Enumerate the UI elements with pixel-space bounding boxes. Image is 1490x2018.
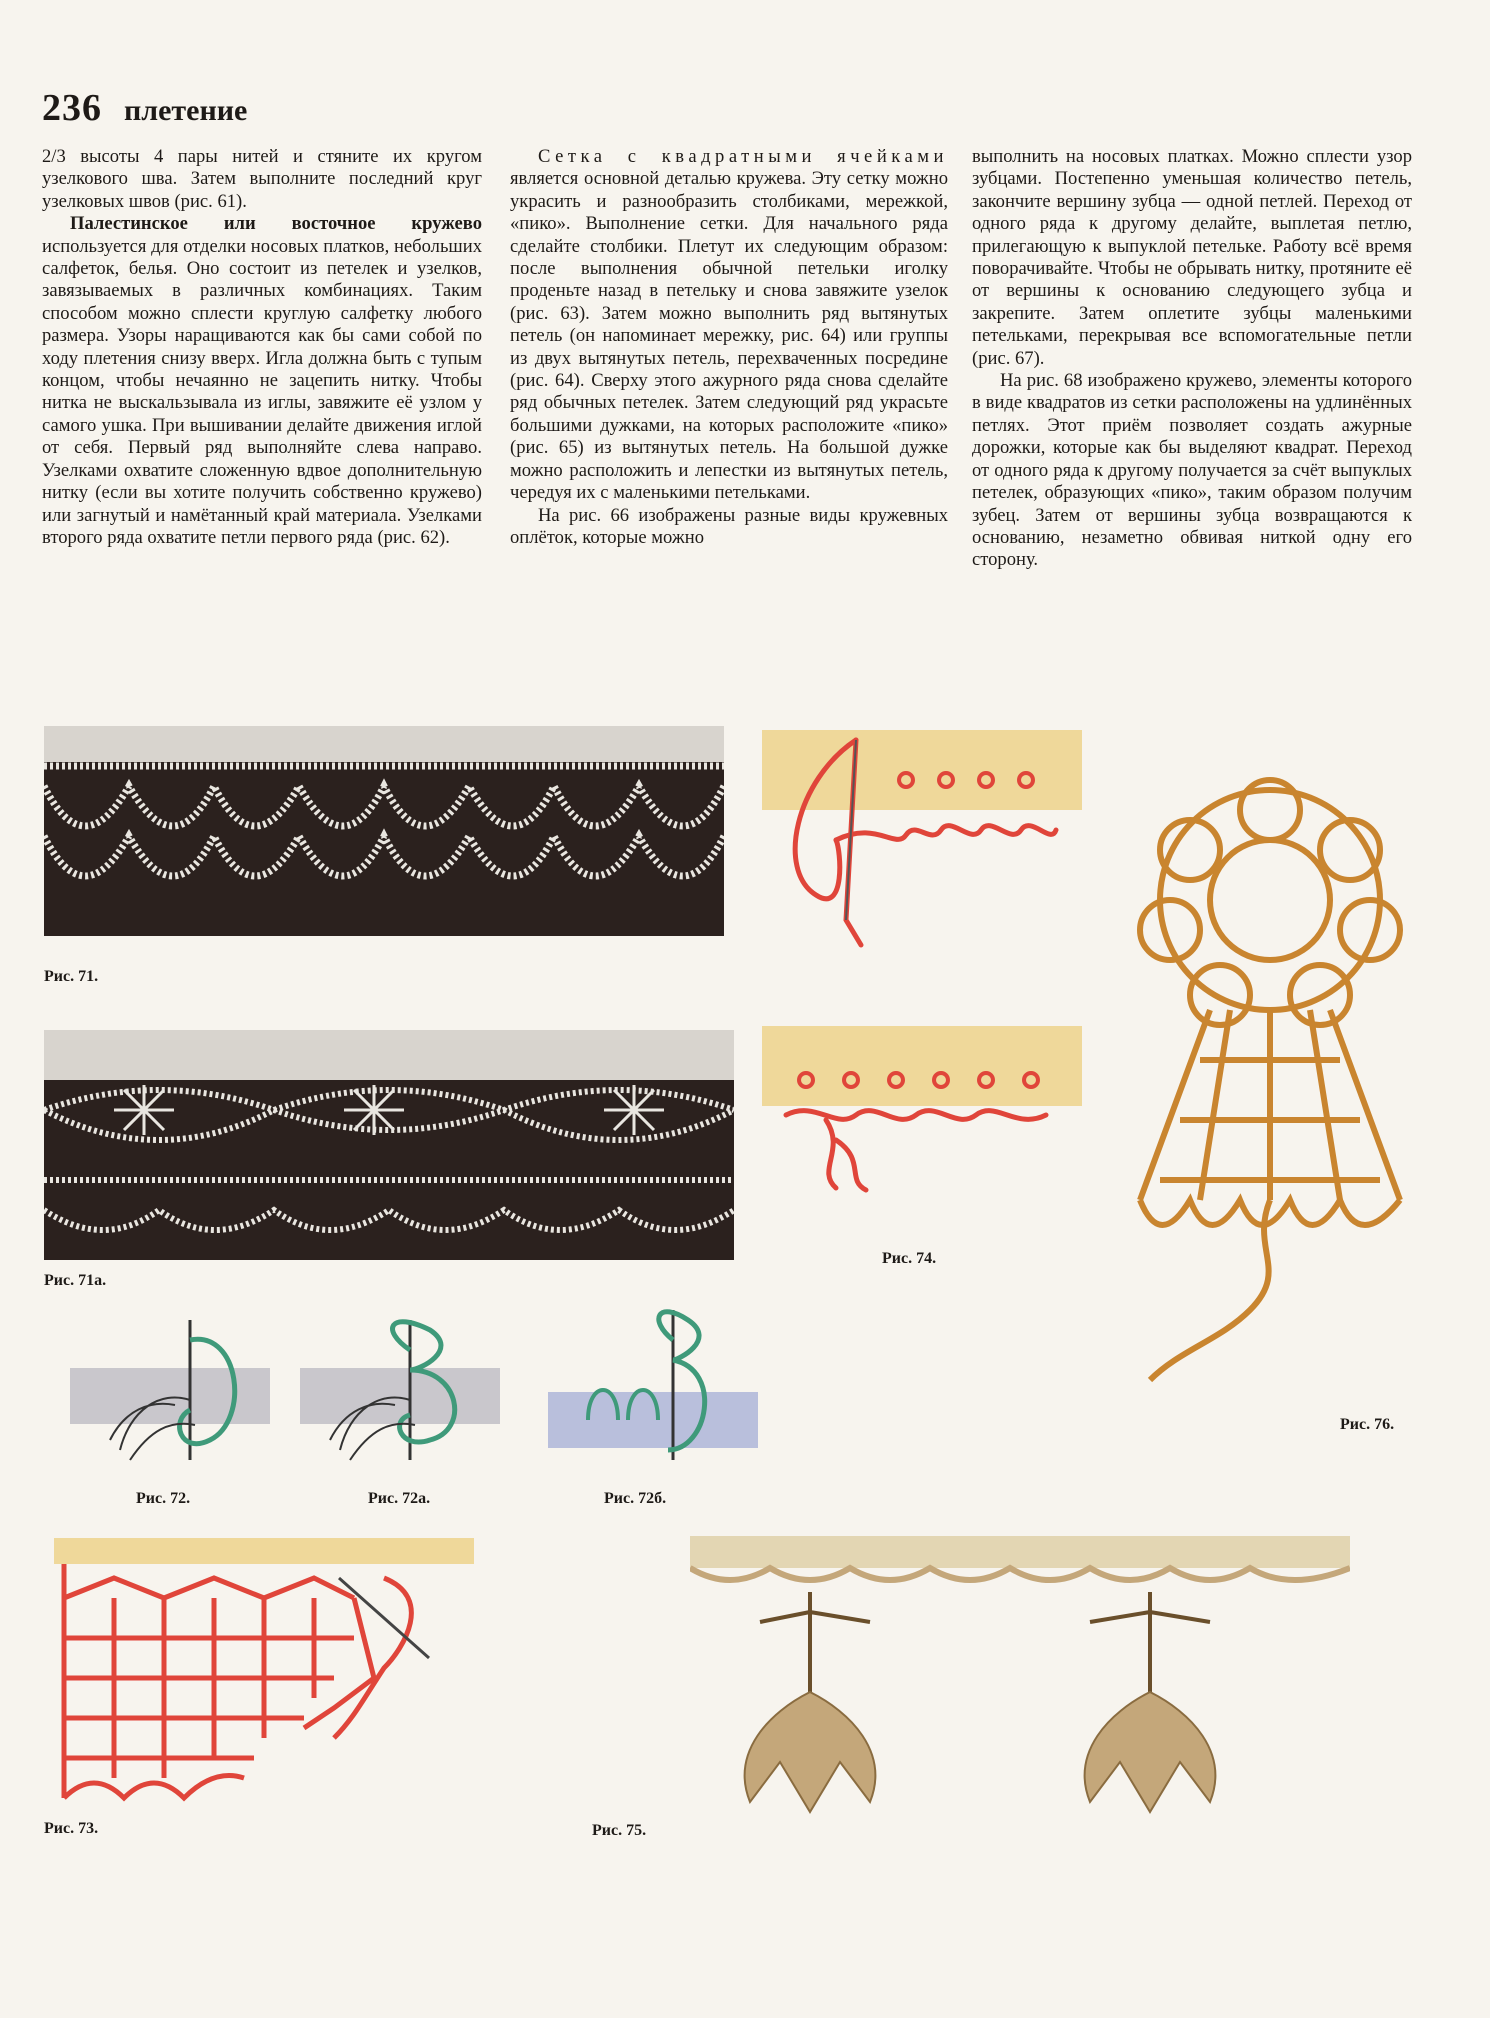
figure-72-hand-stitch [70,1310,270,1470]
paragraph-body: используется для отделки носовых платков, небольших салфеток, белья. Оно состоит из петелек и узелков, завязываемых в различных комбинациях. Таким способом можно сплести круглую салфетку любого размера. Узоры наращиваются как бы сами собой по ходу плетения снизу вверх. Игла должна быть с тупым концом, чтобы нечаянно не зацепить нитку. Чтобы нитка не выскальзывала из иглы, завяжите её узлом у самого ушка. При вышивании делайте движения иглой от себя. Первый ряд выполняйте слева направо. Узелками охватите сложенную вдвое дополнительную нитку (если вы хотите получить собственно кружево) или загнутый и намётанный край материала. Узелками второго ряда охватите петли первого ряда (рис. 62). [42,235,482,548]
figure-74-stitch-bottom [756,1020,1096,1195]
paragraph-body: является основной деталью кружева. Эту сетку можно украсить и разнообразить столбиками, мережкой, «пико». Выполнение сетки. Для начального ряда сделайте столбики. Плетут их следующим образом: после выполнения обычной петельки иголку проденьте назад в петельку и снова завяжите узелок (рис. 63). Затем можно выполнить ряд вытянутых петель (он напоминает мережку, рис. 64) или группы из двух вытянутых петель, перехваченных посредине (рис. 64). Сверху этого ажурного ряда снова сделайте ряд обычных петелек. Затем следующий ряд украсьте большими дужками, на которых расположите «пико» (рис. 65) из вытянутых петель. На большой дужке можно расположить и лепестки из вытянутых петель, чередуя их с маленькими петельками. [510,168,948,504]
figure-76-caption: Рис. 76. [1340,1416,1395,1433]
figure-71-lace-photo [44,726,724,936]
figure-73-caption: Рис. 73. [44,1820,99,1837]
figure-75-caption: Рис. 75. [592,1822,647,1839]
page-header [42,86,247,130]
figure-73-red-net [54,1538,474,1808]
figure-76-lace-flower [1080,770,1460,1410]
figure-72a-caption: Рис. 72а. [368,1490,431,1507]
section-title: плетение [124,94,248,127]
paragraph [510,146,948,505]
text-column-2 [510,146,948,549]
figure-71a-caption: Рис. 71а. [44,1272,107,1289]
text-column-1 [42,146,482,549]
figure-72b-caption: Рис. 72б. [604,1490,667,1507]
paragraph: На рис. 68 изображено кружево, элементы которого в виде квадратов из сетки расположены на удлинённых петлях. Этот приём позволяет создать ажурные дорожки, которые как бы выделяют квадрат. Переход от одного ряда к другому получается за счёт выпуклых петелек, образующих «пико», таким образом получим зубец. Затем от вершины зубца возвращаются к основанию, незаметно обвивая ниткой одну его сторону. [972,370,1412,571]
figure-74-stitch-top [756,720,1096,965]
paragraph: выполнить на носовых платках. Можно сплести узор зубцами. Постепенно уменьшая количество петель, закончите вершину зубца — одной петлей. Переход от одного ряда к другому делайте, выплетая петлю, прилегающую к выпуклой петельке. Работу всё время поворачивайте. Чтобы не обрывать нитку, протяните её от вершины к основанию следующего зубца и закрепите. Затем оплетите зубцы маленькими петельками, перекрывая все вспомогательные петли (рис. 67). [972,146,1412,369]
figure-71-caption: Рис. 71. [44,968,99,985]
figure-72a-hand-stitch [300,1310,500,1470]
paragraph-lead: Сетка с квадратными ячейками [538,146,948,167]
figure-72b-stitch [548,1300,758,1470]
paragraph [42,213,482,549]
figure-71a-lace-photo [44,1030,734,1260]
text-column-3 [972,146,1412,572]
paragraph: На рис. 66 изображены разные виды кружевных оплёток, которые можно [510,504,948,548]
paragraph-lead: Палестинское или восточное кружево [70,213,482,235]
paragraph: 2/3 высоты 4 пары нитей и стяните их кругом узелкового шва. Затем выполните последний круг узелковых швов (рис. 61). [42,146,482,212]
figure-74-caption: Рис. 74. [882,1250,937,1267]
figure-72-caption: Рис. 72. [136,1490,191,1507]
page-number: 236 [42,87,102,129]
figure-75-lace-bells [690,1532,1350,1832]
